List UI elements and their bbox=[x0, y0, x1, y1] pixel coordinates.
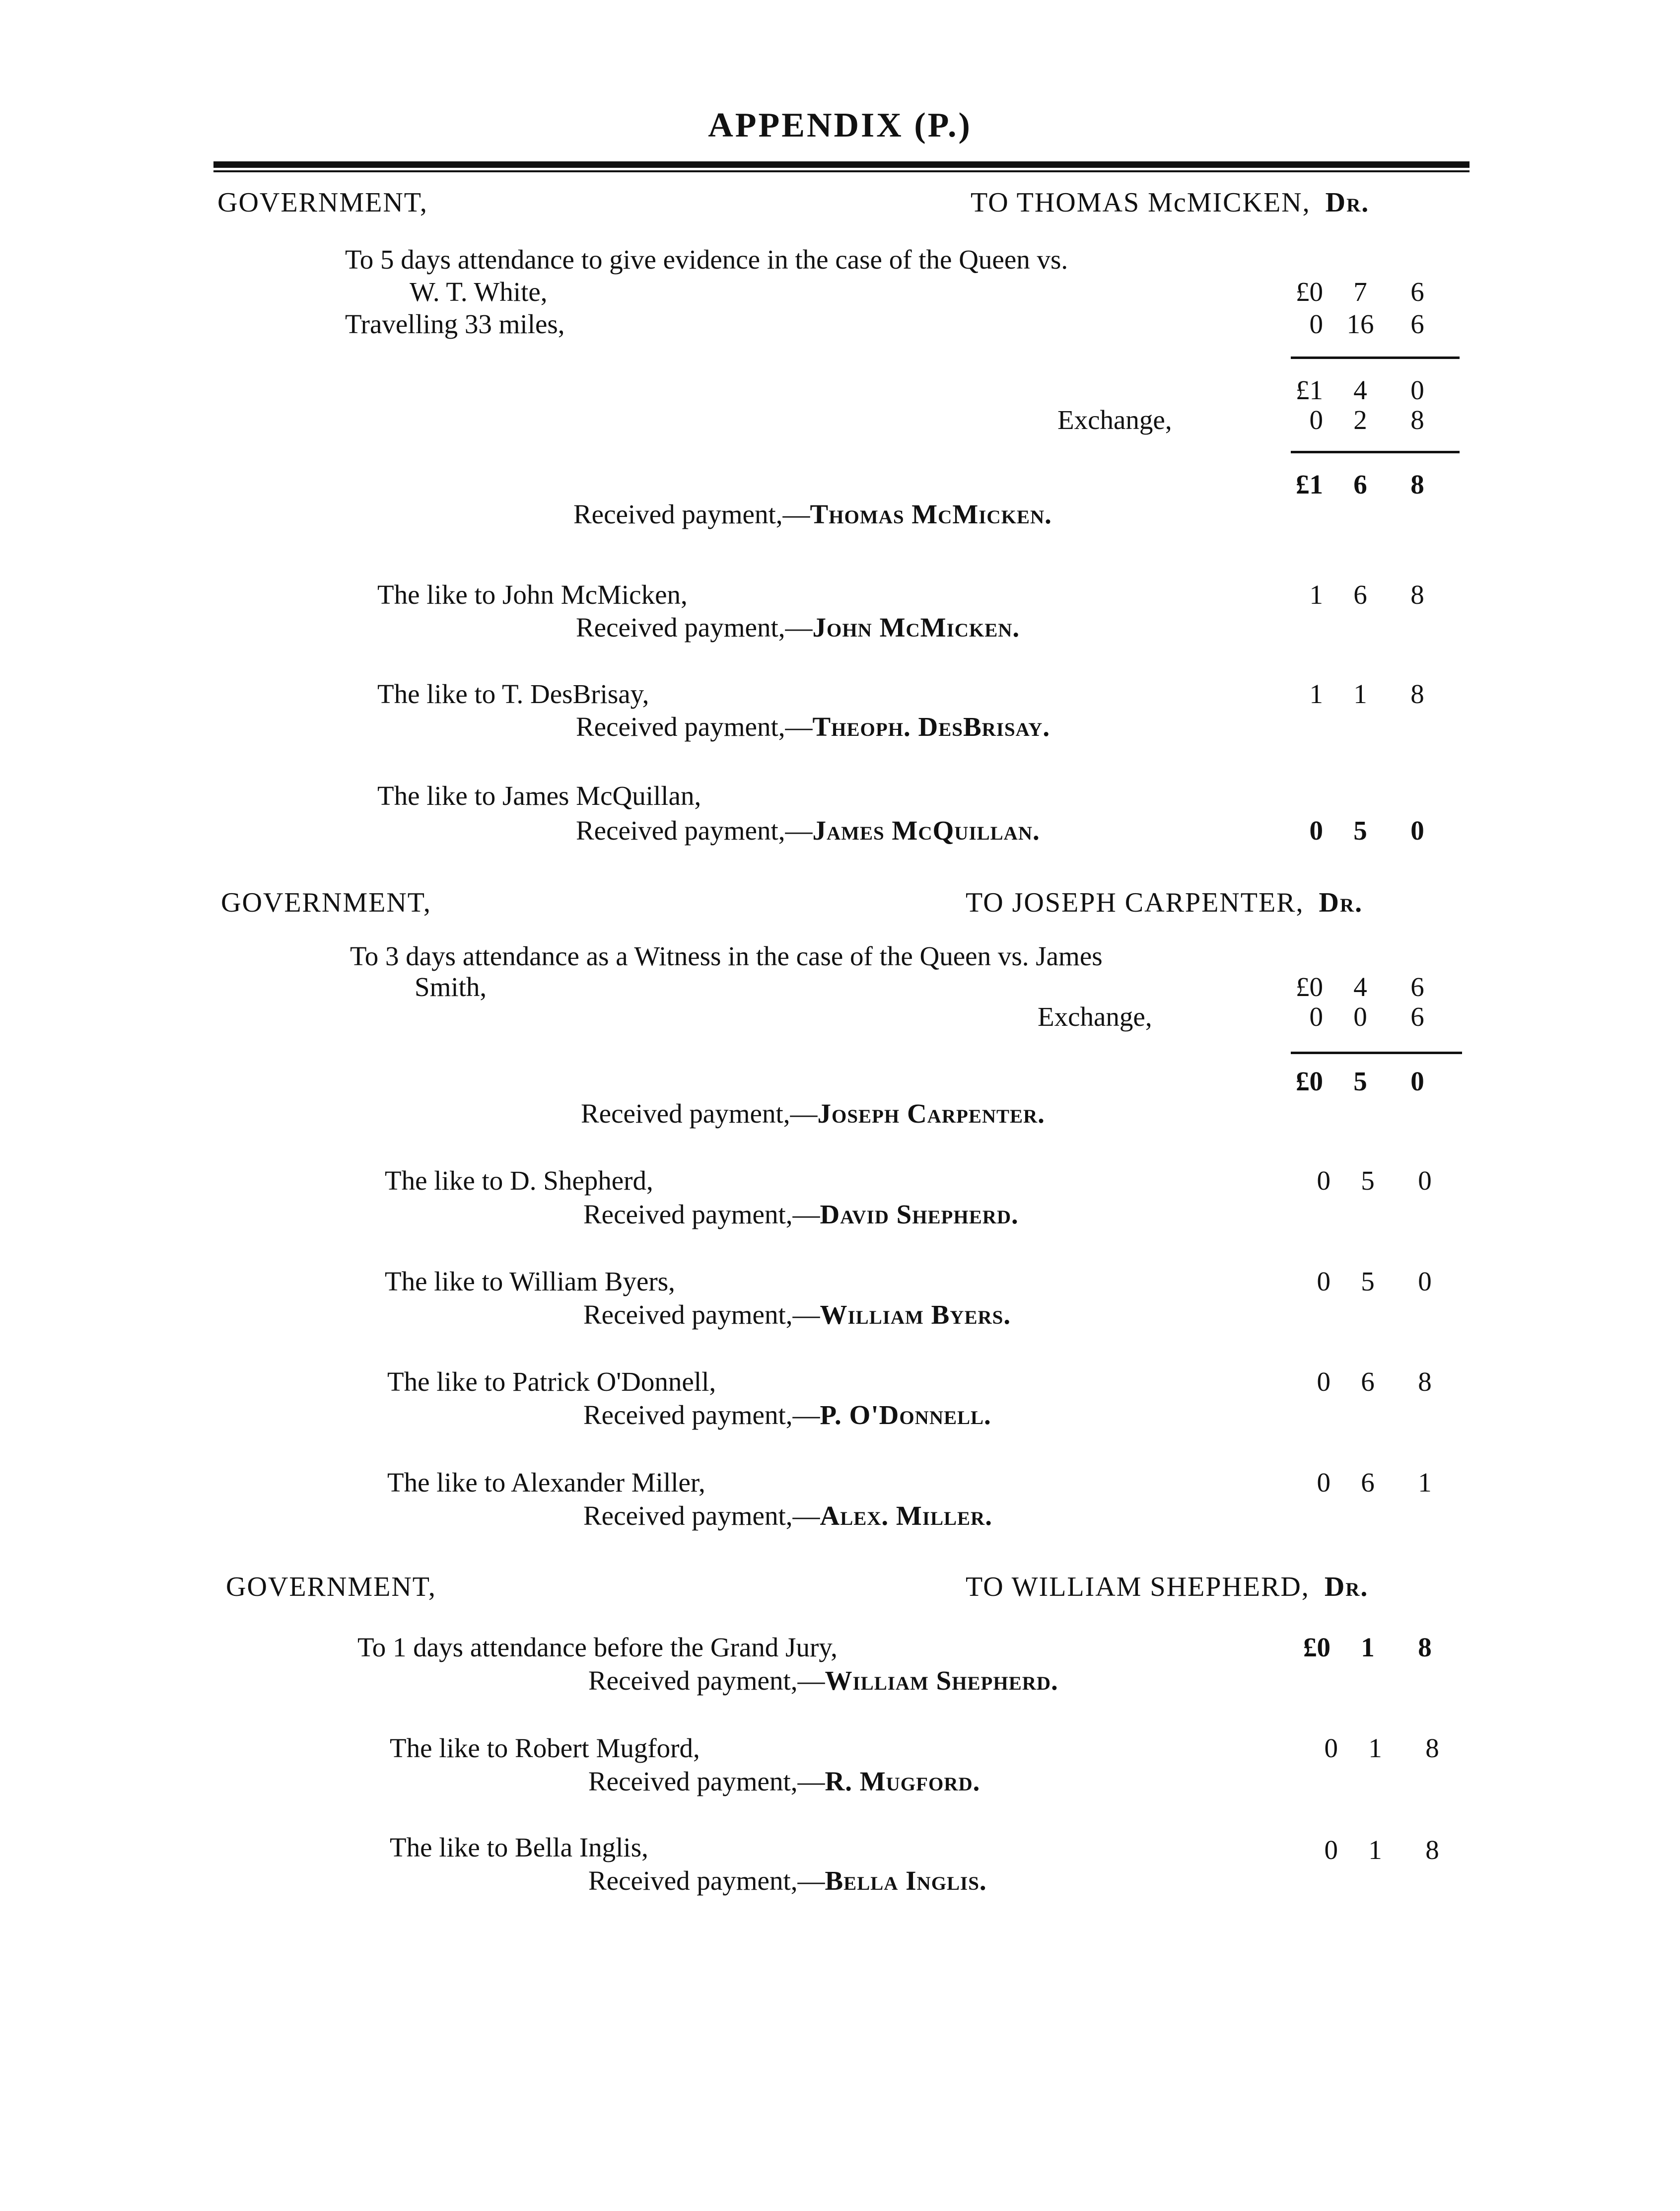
pounds: 0 bbox=[1309, 405, 1323, 435]
received-label: Received payment,— bbox=[583, 1199, 820, 1229]
section-3-like-1-amount bbox=[1283, 1734, 1462, 1769]
section-1-line-3: Travelling 33 miles, bbox=[345, 309, 565, 339]
pence: 0 bbox=[1418, 1165, 1432, 1196]
pounds: £0 bbox=[1296, 972, 1323, 1002]
shillings: 5 bbox=[1361, 1266, 1375, 1296]
pounds: 0 bbox=[1317, 1165, 1330, 1196]
section-2-like-2-amount bbox=[1276, 1268, 1455, 1302]
pounds: £0 bbox=[1303, 1632, 1330, 1662]
section-3-line-1: To 1 days attendance before the Grand Jury, bbox=[357, 1632, 838, 1662]
section-2-like-2-received bbox=[583, 1301, 1011, 1328]
section-3-like-1-received bbox=[588, 1768, 980, 1795]
section-1-like-2-amount bbox=[1268, 680, 1447, 715]
section-1-amount-total bbox=[1268, 471, 1447, 505]
section-1-like-2-received bbox=[576, 713, 1050, 740]
pence: 8 bbox=[1418, 1366, 1432, 1397]
section-2-line-2: Smith, bbox=[415, 972, 487, 1002]
pounds: 0 bbox=[1309, 1001, 1323, 1032]
pounds: £0 bbox=[1296, 277, 1323, 307]
section-3-like-2-amount bbox=[1283, 1836, 1462, 1871]
page-title: APPENDIX (P.) bbox=[708, 106, 972, 144]
section-2-like-1-amount bbox=[1276, 1167, 1455, 1202]
section-2-like-3-amount bbox=[1276, 1368, 1455, 1403]
signatory: Theoph. DesBrisay. bbox=[812, 712, 1050, 742]
section-1-received bbox=[573, 500, 1052, 528]
title-rule-thick bbox=[213, 161, 1470, 168]
section-3-like-2-text: The like to Bella Inglis, bbox=[390, 1832, 648, 1862]
signatory: Alex. Miller. bbox=[820, 1500, 992, 1531]
section-2-like-1-received bbox=[583, 1201, 1019, 1228]
pence: 8 bbox=[1410, 579, 1424, 610]
section-1-creditor bbox=[971, 189, 1369, 216]
pence: 6 bbox=[1410, 277, 1424, 307]
pounds: £1 bbox=[1296, 375, 1323, 405]
section-2-government-label: GOVERNMENT, bbox=[221, 887, 431, 918]
section-1-like-2-text: The like to T. DesBrisay, bbox=[377, 679, 649, 709]
signatory: James McQuillan. bbox=[812, 815, 1040, 846]
pounds: 0 bbox=[1324, 1733, 1338, 1763]
signatory: John McMicken. bbox=[812, 612, 1020, 642]
shillings: 6 bbox=[1361, 1366, 1375, 1397]
section-1-like-1-text: The like to John McMicken, bbox=[377, 579, 688, 610]
signatory: David Shepherd. bbox=[820, 1199, 1019, 1229]
signatory: Thomas McMicken. bbox=[810, 499, 1052, 529]
section-1-sum-rule-1 bbox=[1291, 357, 1460, 359]
section-3-creditor bbox=[966, 1573, 1368, 1601]
section-2-like-3-received bbox=[583, 1401, 991, 1428]
shillings: 4 bbox=[1353, 375, 1367, 405]
pounds: 0 bbox=[1309, 309, 1323, 339]
section-1-like-3-amount bbox=[1268, 817, 1447, 852]
pence: 8 bbox=[1410, 679, 1424, 709]
section-2-like-4-amount bbox=[1276, 1469, 1455, 1503]
shillings: 1 bbox=[1353, 679, 1367, 709]
pounds: 1 bbox=[1309, 679, 1323, 709]
shillings: 6 bbox=[1353, 579, 1367, 610]
section-3-creditor-name: TO WILLIAM SHEPHERD, bbox=[966, 1571, 1310, 1602]
pence: 8 bbox=[1425, 1835, 1439, 1865]
pence: 0 bbox=[1410, 375, 1424, 405]
shillings: 2 bbox=[1353, 405, 1367, 435]
pence: 6 bbox=[1410, 1001, 1424, 1032]
shillings: 0 bbox=[1353, 1001, 1367, 1032]
pounds: 0 bbox=[1324, 1835, 1338, 1865]
section-2-like-4-text: The like to Alexander Miller, bbox=[387, 1467, 705, 1498]
section-2-dr: Dr. bbox=[1319, 887, 1363, 918]
pounds: £0 bbox=[1296, 1066, 1323, 1096]
section-2-amount-total bbox=[1268, 1068, 1447, 1102]
shillings: 4 bbox=[1353, 972, 1367, 1002]
pence: 8 bbox=[1410, 469, 1424, 499]
section-2-like-1-text: The like to D. Shepherd, bbox=[385, 1165, 653, 1196]
shillings: 5 bbox=[1353, 815, 1367, 846]
section-1-amount-exchange bbox=[1268, 406, 1447, 441]
shillings: 7 bbox=[1353, 277, 1367, 307]
section-2-creditor bbox=[966, 889, 1363, 917]
shillings: 5 bbox=[1353, 1066, 1367, 1096]
pounds: 0 bbox=[1317, 1467, 1330, 1498]
section-1-like-1-amount bbox=[1268, 581, 1447, 616]
section-2-exchange-label: Exchange, bbox=[1038, 1001, 1152, 1032]
section-1-dr: Dr. bbox=[1325, 187, 1370, 218]
section-3-like-1-text: The like to Robert Mugford, bbox=[390, 1733, 700, 1763]
section-3-received bbox=[588, 1667, 1058, 1694]
pounds: 0 bbox=[1317, 1366, 1330, 1397]
section-1-exchange-label: Exchange, bbox=[1057, 405, 1172, 435]
pounds: 1 bbox=[1309, 579, 1323, 610]
section-1-amount-attendance bbox=[1268, 278, 1447, 313]
pence: 0 bbox=[1410, 815, 1424, 846]
received-label: Received payment,— bbox=[576, 712, 813, 742]
received-label: Received payment,— bbox=[583, 1299, 820, 1330]
pence: 8 bbox=[1425, 1733, 1439, 1763]
title-rule-thin bbox=[213, 170, 1470, 172]
received-label: Received payment,— bbox=[583, 1500, 820, 1531]
pence: 1 bbox=[1418, 1467, 1432, 1498]
signatory: P. O'Donnell. bbox=[820, 1400, 991, 1430]
shillings: 16 bbox=[1346, 309, 1374, 339]
section-1-like-3-text: The like to James McQuillan, bbox=[377, 781, 701, 811]
section-1-government-label: GOVERNMENT, bbox=[217, 187, 428, 218]
received-label: Received payment,— bbox=[588, 1865, 825, 1896]
signatory: R. Mugford. bbox=[825, 1766, 980, 1796]
shillings: 6 bbox=[1361, 1467, 1375, 1498]
pounds: 0 bbox=[1317, 1266, 1330, 1296]
section-1-like-1-received bbox=[576, 614, 1020, 641]
pence: 0 bbox=[1410, 1066, 1424, 1096]
received-label: Received payment,— bbox=[583, 1400, 820, 1430]
section-1-sum-rule-2 bbox=[1291, 451, 1460, 453]
section-2-line-1: To 3 days attendance as a Witness in the case of the Queen vs. James bbox=[350, 941, 1103, 971]
section-2-creditor-name: TO JOSEPH CARPENTER, bbox=[966, 887, 1304, 918]
pence: 6 bbox=[1410, 309, 1424, 339]
shillings: 6 bbox=[1353, 469, 1367, 499]
pounds: 0 bbox=[1309, 815, 1323, 846]
received-label: Received payment,— bbox=[588, 1665, 825, 1696]
received-label: Received payment,— bbox=[581, 1098, 818, 1129]
section-2-like-4-received bbox=[583, 1502, 992, 1529]
pence: 0 bbox=[1418, 1266, 1432, 1296]
shillings: 5 bbox=[1361, 1165, 1375, 1196]
section-1-line-1: To 5 days attendance to give evidence in the case of the Queen vs. bbox=[345, 244, 1068, 275]
received-label: Received payment,— bbox=[576, 612, 813, 642]
section-3-government-label: GOVERNMENT, bbox=[226, 1571, 436, 1602]
signatory: William Shepherd. bbox=[825, 1665, 1058, 1696]
section-3-dr: Dr. bbox=[1324, 1571, 1369, 1602]
signatory: Bella Inglis. bbox=[825, 1865, 987, 1896]
pence: 8 bbox=[1418, 1632, 1432, 1662]
section-1-amount-travel bbox=[1268, 310, 1447, 345]
received-label: Received payment,— bbox=[576, 815, 813, 846]
section-2-like-2-text: The like to William Byers, bbox=[385, 1266, 675, 1296]
section-3-like-2-received bbox=[588, 1867, 987, 1894]
section-1-creditor-name: TO THOMAS McMICKEN, bbox=[971, 187, 1311, 218]
signatory: William Byers. bbox=[820, 1299, 1011, 1330]
section-3-amount-attendance bbox=[1276, 1634, 1455, 1668]
section-2-amount-exchange bbox=[1268, 1003, 1447, 1038]
section-2-like-3-text: The like to Patrick O'Donnell, bbox=[387, 1366, 716, 1397]
pounds: £1 bbox=[1296, 469, 1323, 499]
signatory: Joseph Carpenter. bbox=[817, 1098, 1045, 1129]
pence: 6 bbox=[1410, 972, 1424, 1002]
section-1-line-2: W. T. White, bbox=[410, 277, 548, 307]
received-label: Received payment,— bbox=[573, 499, 810, 529]
shillings: 1 bbox=[1368, 1733, 1382, 1763]
shillings: 1 bbox=[1368, 1835, 1382, 1865]
section-2-sum-rule bbox=[1291, 1052, 1462, 1054]
received-label: Received payment,— bbox=[588, 1766, 825, 1796]
shillings: 1 bbox=[1361, 1632, 1375, 1662]
section-2-received bbox=[581, 1100, 1045, 1127]
section-1-like-3-received bbox=[576, 817, 1040, 844]
pence: 8 bbox=[1410, 405, 1424, 435]
